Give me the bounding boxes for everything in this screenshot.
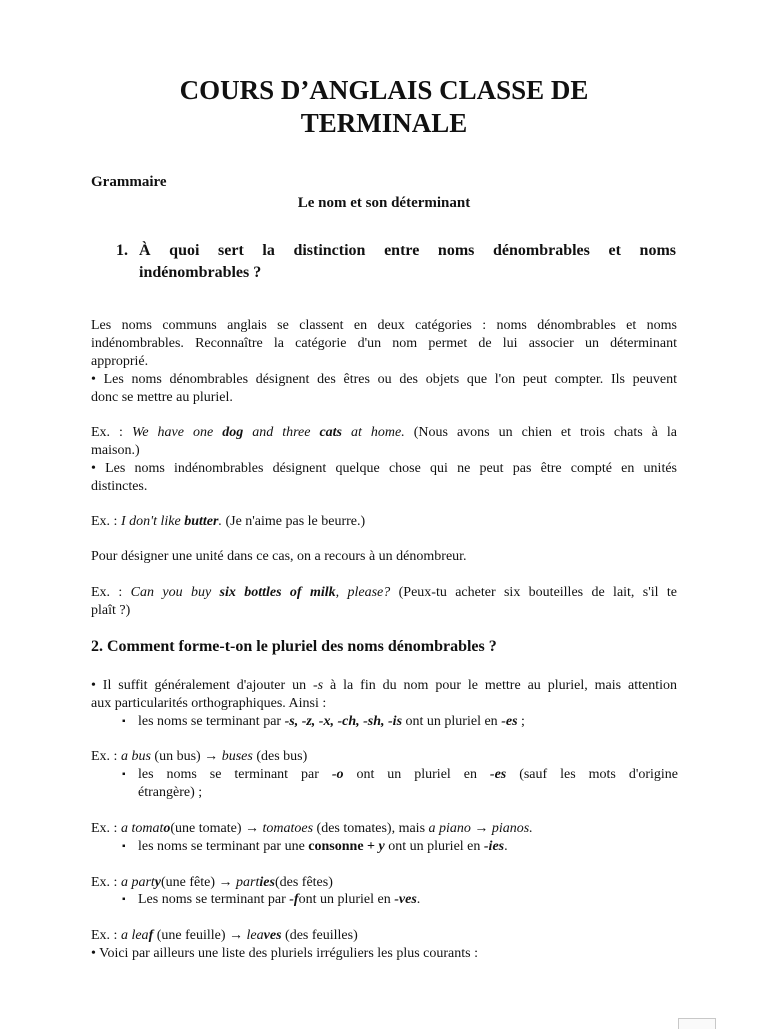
example-translation: (Peux-tu acheter six bouteilles de lait, s'il te [390, 585, 678, 600]
bullet-square-icon: ▪ [122, 841, 126, 852]
bullet-square-icon: ▪ [122, 894, 126, 905]
text-segment: • Il suffit généralement d'ajouter un [91, 678, 313, 693]
title-line-1: COURS D’ANGLAIS CLASSE DE [179, 75, 589, 105]
text-segment: (une tomate) → [170, 821, 263, 836]
rule-text [138, 766, 678, 784]
text-line: • Les noms indénombrables désignent quelque chose qui ne peut pas être compté en unités [91, 461, 677, 476]
plural-intro [91, 677, 677, 713]
rule-text [138, 713, 525, 731]
example-bold: dog [222, 425, 244, 440]
text-bold-italic: -es [501, 714, 518, 729]
text-italic: -s [313, 678, 324, 693]
example-prefix: Ex. : [91, 585, 131, 600]
text-segment: les noms se terminant par une [138, 839, 309, 854]
example-prefix: Ex. : [91, 875, 121, 890]
example-bold: f [148, 928, 154, 943]
example-italic: I don't like [120, 514, 185, 529]
example-italic: Can you buy [130, 585, 220, 600]
text-segment: (une feuille) → [153, 928, 247, 943]
lesson-subtitle: Le nom et son déterminant [297, 195, 471, 211]
text-segment: Les noms se terminant par [138, 892, 290, 907]
title-line-2: TERMINALE [300, 108, 468, 138]
section-1-line-2: indénombrables ? [139, 264, 262, 281]
example-italic: buses [221, 749, 253, 764]
example-bold: six bottles of milk [219, 585, 336, 600]
rule-text [138, 838, 508, 856]
text-line: maison.) [91, 443, 140, 458]
example-bold: cats [319, 425, 342, 440]
example-2 [91, 513, 365, 531]
text-segment: . [504, 839, 508, 854]
text-segment: (un bus) → [150, 749, 222, 764]
text-bold-italic: -f [289, 892, 299, 907]
example-italic: . [218, 514, 222, 529]
text-bold-italic: y [378, 839, 385, 854]
counter-paragraph: Pour désigner une unité dans ce cas, on a recours à un dénombreur. [91, 549, 467, 564]
text-segment: ont un pluriel en [402, 714, 502, 729]
example-italic: part [236, 875, 260, 890]
text-segment: (des feuilles) [281, 928, 358, 943]
example-italic: a part [120, 875, 155, 890]
example-bold: butter [184, 514, 219, 529]
example-3 [91, 584, 677, 620]
grammar-heading: Grammaire [91, 174, 167, 190]
example-italic: a lea [120, 928, 149, 943]
example-italic: lea [246, 928, 264, 943]
example-1 [91, 424, 677, 496]
section-1-line-1: À quoi sert la distinction entre noms dénombrables et noms [139, 242, 676, 259]
text-bold-italic: -ves [394, 892, 417, 907]
text-bold-italic: -es [489, 767, 507, 782]
example-prefix: Ex. : [91, 514, 121, 529]
text-segment: . [416, 892, 421, 907]
text-bold-italic: -o [331, 767, 344, 782]
document-title [0, 74, 768, 140]
bullet-square-icon: ▪ [122, 769, 126, 780]
text-line: Les noms communs anglais se classent en deux catégories : noms dénombrables et noms [91, 318, 677, 333]
text-bold: consonne + [308, 839, 379, 854]
example-italic: a piano → pianos. [428, 821, 533, 836]
text-segment: ; [517, 714, 525, 729]
example-italic: a bus [120, 749, 151, 764]
section-2-heading: 2. Comment forme-t-on le pluriel des noms dénombrables ? [91, 638, 497, 655]
example-prefix: Ex. : [91, 749, 121, 764]
text-segment: (des tomates), mais [313, 821, 429, 836]
example-4 [91, 748, 307, 766]
text-segment: à la fin du nom pour le mettre au pluriel, mais attention [323, 678, 677, 693]
text-segment: (des bus) [252, 749, 308, 764]
section-1-number: 1. [116, 242, 128, 259]
example-1-line-1 [91, 424, 677, 442]
text-segment: (sauf les mots d'origine [506, 767, 678, 782]
text-line: distinctes. [91, 479, 148, 494]
example-italic: We have one [131, 425, 223, 440]
example-italic: tomatoes [262, 821, 314, 836]
text-line: donc se mettre au pluriel. [91, 390, 233, 405]
text-line: aux particularités orthographiques. Ainsi : [91, 696, 327, 711]
example-translation: (Je n'aime pas le beurre.) [221, 514, 366, 529]
text-bold-italic: -s, -z, -x, -ch, -sh, -is [284, 714, 403, 729]
intro-paragraph [91, 317, 677, 407]
text-segment: (une fête) → [161, 875, 237, 890]
rule-text-line-2: étrangère) ; [138, 785, 203, 800]
text-segment: ont un pluriel en [384, 839, 484, 854]
irregular-plurals-intro: • Voici par ailleurs une liste des pluriels irréguliers les plus courants : [91, 946, 478, 961]
text-segment: les noms se terminant par [138, 714, 285, 729]
text-line: indénombrables. Reconnaître la catégorie d'un nom permet de lui associer un déterminant [91, 336, 677, 351]
text-line: approprié. [91, 354, 149, 369]
example-bold: ies [259, 875, 275, 890]
example-prefix: Ex. : [91, 928, 121, 943]
text-line: plaît ?) [91, 603, 131, 618]
plural-intro-line-1 [91, 677, 677, 695]
rule-text [138, 891, 420, 909]
bullet-square-icon: ▪ [122, 716, 126, 727]
example-6 [91, 874, 333, 892]
example-italic: and three [243, 425, 320, 440]
text-bold-italic: -ies [483, 839, 505, 854]
example-prefix: Ex. : [91, 821, 121, 836]
text-segment: les noms se terminant par [138, 767, 332, 782]
example-translation: (Nous avons un chien et trois chats à la [404, 425, 677, 440]
example-italic: , please? [335, 585, 391, 600]
example-bold: ves [263, 928, 282, 943]
example-prefix: Ex. : [91, 425, 132, 440]
text-segment: ont un pluriel en [343, 767, 490, 782]
example-7 [91, 927, 358, 945]
example-3-line-1 [91, 584, 677, 602]
example-bold: o [163, 821, 171, 836]
example-bold: y [154, 875, 162, 890]
text-segment: (des fêtes) [274, 875, 333, 890]
text-line: • Les noms dénombrables désignent des êtres ou des objets que l'on peut compter. Ils peuvent [91, 372, 677, 387]
example-italic: at home. [342, 425, 405, 440]
example-5 [91, 820, 533, 838]
example-italic: a tomat [120, 821, 164, 836]
text-segment: ont un pluriel en [298, 892, 395, 907]
